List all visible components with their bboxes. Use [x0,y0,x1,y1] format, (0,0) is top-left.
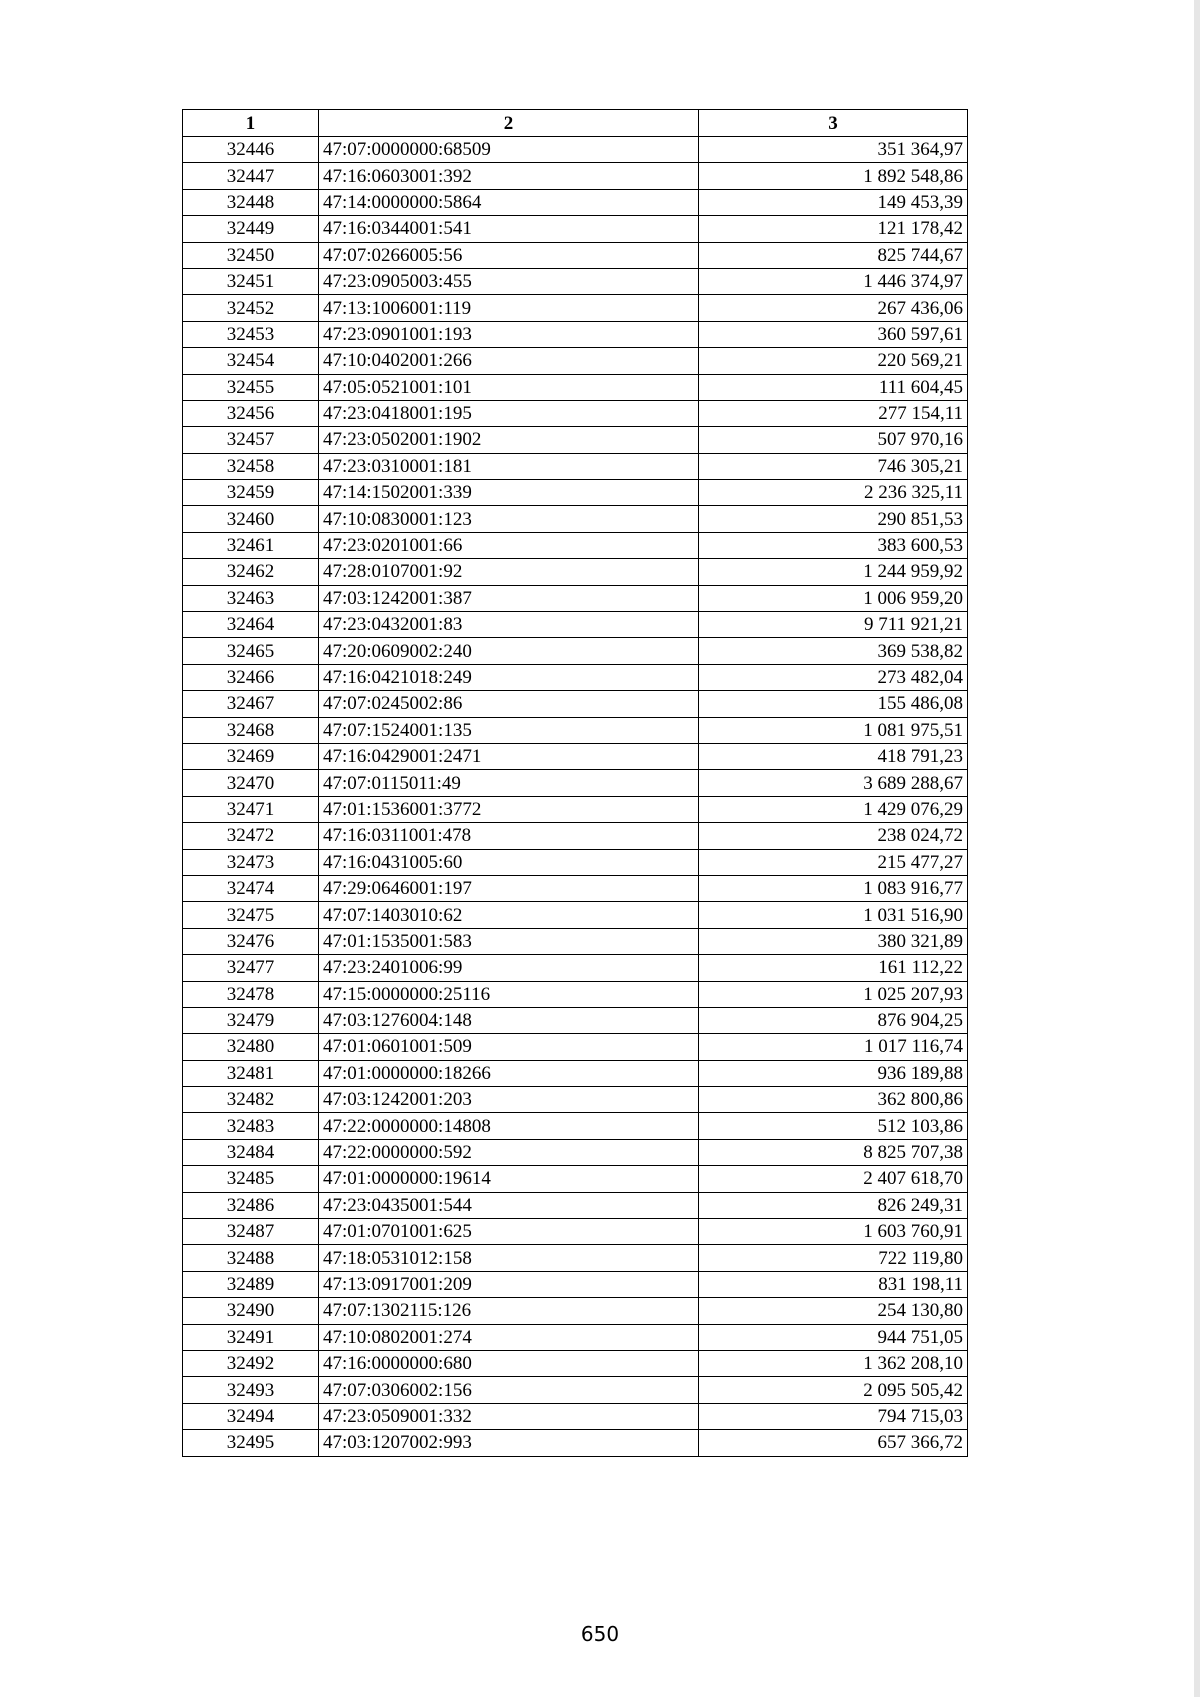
row-number-cell: 32458 [183,453,319,479]
table-row [183,427,968,453]
value-cell: 2 236 325,11 [699,480,968,506]
value-cell: 273 482,04 [699,664,968,690]
row-number-cell: 32465 [183,638,319,664]
cadastral-number-cell: 47:07:0306002:156 [319,1377,699,1403]
table-row [183,1113,968,1139]
table-row [183,638,968,664]
cadastral-number-cell: 47:10:0830001:123 [319,506,699,532]
table-row [183,585,968,611]
value-cell: 1 429 076,29 [699,796,968,822]
row-number-cell: 32456 [183,400,319,426]
value-cell: 155 486,08 [699,691,968,717]
value-cell: 2 095 505,42 [699,1377,968,1403]
row-number-cell: 32463 [183,585,319,611]
page-edge-strip [1194,0,1200,1697]
row-number-cell: 32488 [183,1245,319,1271]
table-row [183,1192,968,1218]
cadastral-number-cell: 47:22:0000000:592 [319,1139,699,1165]
table-row [183,902,968,928]
value-cell: 1 603 760,91 [699,1219,968,1245]
table-row [183,1271,968,1297]
cadastral-number-cell: 47:14:1502001:339 [319,480,699,506]
table-row [183,1219,968,1245]
cadastral-number-cell: 47:23:0418001:195 [319,400,699,426]
value-cell: 507 970,16 [699,427,968,453]
table-row [183,664,968,690]
cadastral-number-cell: 47:16:0421018:249 [319,664,699,690]
value-cell: 825 744,67 [699,242,968,268]
cadastral-number-cell: 47:20:0609002:240 [319,638,699,664]
value-cell: 277 154,11 [699,400,968,426]
row-number-cell: 32481 [183,1060,319,1086]
cadastral-number-cell: 47:07:0115011:49 [319,770,699,796]
row-number-cell: 32478 [183,981,319,1007]
row-number-cell: 32486 [183,1192,319,1218]
value-cell: 1 362 208,10 [699,1350,968,1376]
cadastral-number-cell: 47:16:0344001:541 [319,216,699,242]
row-number-cell: 32457 [183,427,319,453]
table-row [183,1324,968,1350]
value-cell: 1 017 116,74 [699,1034,968,1060]
row-number-cell: 32477 [183,955,319,981]
table-row [183,268,968,294]
value-cell: 831 198,11 [699,1271,968,1297]
value-cell: 936 189,88 [699,1060,968,1086]
table-row [183,480,968,506]
row-number-cell: 32451 [183,268,319,294]
table-row [183,348,968,374]
table-row [183,1139,968,1165]
value-cell: 8 825 707,38 [699,1139,968,1165]
value-cell: 512 103,86 [699,1113,968,1139]
table-row [183,1245,968,1271]
table-row [183,1350,968,1376]
row-number-cell: 32464 [183,612,319,638]
cadastral-number-cell: 47:13:1006001:119 [319,295,699,321]
table-row [183,559,968,585]
cadastral-number-cell: 47:23:0310001:181 [319,453,699,479]
value-cell: 220 569,21 [699,348,968,374]
table-row [183,1034,968,1060]
table-row [183,1298,968,1324]
cadastral-number-cell: 47:03:1242001:203 [319,1087,699,1113]
value-cell: 290 851,53 [699,506,968,532]
value-cell: 369 538,82 [699,638,968,664]
row-number-cell: 32455 [183,374,319,400]
row-number-cell: 32472 [183,823,319,849]
data-table [182,109,968,1457]
table-row [183,321,968,347]
table-row [183,928,968,954]
row-number-cell: 32483 [183,1113,319,1139]
cadastral-number-cell: 47:16:0311001:478 [319,823,699,849]
value-cell: 254 130,80 [699,1298,968,1324]
cadastral-number-cell: 47:15:0000000:25116 [319,981,699,1007]
cadastral-number-cell: 47:05:0521001:101 [319,374,699,400]
row-number-cell: 32494 [183,1403,319,1429]
row-number-cell: 32448 [183,189,319,215]
value-cell: 1 083 916,77 [699,875,968,901]
column-header-3: 3 [699,110,968,137]
table-row [183,955,968,981]
value-cell: 1 025 207,93 [699,981,968,1007]
page-number: 650 [580,1622,620,1646]
cadastral-number-cell: 47:23:0905003:455 [319,268,699,294]
row-number-cell: 32446 [183,137,319,163]
table-row [183,1166,968,1192]
cadastral-number-cell: 47:07:1524001:135 [319,717,699,743]
cadastral-number-cell: 47:29:0646001:197 [319,875,699,901]
value-cell: 111 604,45 [699,374,968,400]
table-row [183,189,968,215]
row-number-cell: 32459 [183,480,319,506]
row-number-cell: 32447 [183,163,319,189]
table-row [183,242,968,268]
row-number-cell: 32489 [183,1271,319,1297]
row-number-cell: 32453 [183,321,319,347]
cadastral-number-cell: 47:23:0201001:66 [319,532,699,558]
value-cell: 238 024,72 [699,823,968,849]
cadastral-number-cell: 47:01:1535001:583 [319,928,699,954]
cadastral-number-cell: 47:23:0901001:193 [319,321,699,347]
cadastral-number-cell: 47:03:1207002:993 [319,1430,699,1456]
table-row [183,981,968,1007]
row-number-cell: 32476 [183,928,319,954]
value-cell: 149 453,39 [699,189,968,215]
cadastral-number-cell: 47:16:0000000:680 [319,1350,699,1376]
cadastral-number-cell: 47:01:0701001:625 [319,1219,699,1245]
table-row [183,796,968,822]
cadastral-number-cell: 47:23:0509001:332 [319,1403,699,1429]
row-number-cell: 32467 [183,691,319,717]
row-number-cell: 32475 [183,902,319,928]
value-cell: 215 477,27 [699,849,968,875]
value-cell: 657 366,72 [699,1430,968,1456]
row-number-cell: 32480 [183,1034,319,1060]
row-number-cell: 32493 [183,1377,319,1403]
table-row [183,743,968,769]
table-body [183,137,968,1457]
value-cell: 1 892 548,86 [699,163,968,189]
cadastral-number-cell: 47:07:0266005:56 [319,242,699,268]
table-row [183,823,968,849]
table-row [183,849,968,875]
table-row [183,612,968,638]
value-cell: 1 446 374,97 [699,268,968,294]
row-number-cell: 32492 [183,1350,319,1376]
cadastral-number-cell: 47:03:1242001:387 [319,585,699,611]
value-cell: 1 031 516,90 [699,902,968,928]
row-number-cell: 32460 [183,506,319,532]
table-row [183,163,968,189]
cadastral-number-cell: 47:07:1302115:126 [319,1298,699,1324]
value-cell: 351 364,97 [699,137,968,163]
cadastral-number-cell: 47:07:0245002:86 [319,691,699,717]
value-cell: 1 244 959,92 [699,559,968,585]
cadastral-number-cell: 47:23:0432001:83 [319,612,699,638]
table-row [183,453,968,479]
table-row [183,1007,968,1033]
table-row [183,1430,968,1456]
value-cell: 267 436,06 [699,295,968,321]
cadastral-number-cell: 47:10:0402001:266 [319,348,699,374]
table-row [183,1377,968,1403]
cadastral-number-cell: 47:16:0431005:60 [319,849,699,875]
row-number-cell: 32487 [183,1219,319,1245]
row-number-cell: 32462 [183,559,319,585]
cadastral-number-cell: 47:01:0000000:18266 [319,1060,699,1086]
cadastral-number-cell: 47:16:0603001:392 [319,163,699,189]
row-number-cell: 32454 [183,348,319,374]
table-header-row [183,110,968,137]
table-row [183,532,968,558]
value-cell: 944 751,05 [699,1324,968,1350]
table-row [183,717,968,743]
table-row [183,400,968,426]
value-cell: 794 715,03 [699,1403,968,1429]
table-row [183,1403,968,1429]
cadastral-number-cell: 47:01:1536001:3772 [319,796,699,822]
row-number-cell: 32491 [183,1324,319,1350]
row-number-cell: 32450 [183,242,319,268]
value-cell: 418 791,23 [699,743,968,769]
value-cell: 362 800,86 [699,1087,968,1113]
value-cell: 9 711 921,21 [699,612,968,638]
table-row [183,875,968,901]
cadastral-number-cell: 47:18:0531012:158 [319,1245,699,1271]
table-row [183,1087,968,1113]
table-row [183,137,968,163]
column-header-2: 2 [319,110,699,137]
row-number-cell: 32449 [183,216,319,242]
cadastral-number-cell: 47:03:1276004:148 [319,1007,699,1033]
value-cell: 1 006 959,20 [699,585,968,611]
value-cell: 121 178,42 [699,216,968,242]
cadastral-number-cell: 47:07:0000000:68509 [319,137,699,163]
table-row [183,691,968,717]
value-cell: 360 597,61 [699,321,968,347]
value-cell: 1 081 975,51 [699,717,968,743]
table-row [183,374,968,400]
value-cell: 380 321,89 [699,928,968,954]
cadastral-number-cell: 47:01:0601001:509 [319,1034,699,1060]
cadastral-number-cell: 47:07:1403010:62 [319,902,699,928]
value-cell: 383 600,53 [699,532,968,558]
cadastral-number-cell: 47:28:0107001:92 [319,559,699,585]
row-number-cell: 32469 [183,743,319,769]
row-number-cell: 32452 [183,295,319,321]
row-number-cell: 32485 [183,1166,319,1192]
table-row [183,1060,968,1086]
column-header-1: 1 [183,110,319,137]
value-cell: 876 904,25 [699,1007,968,1033]
table-row [183,770,968,796]
cadastral-number-cell: 47:14:0000000:5864 [319,189,699,215]
value-cell: 2 407 618,70 [699,1166,968,1192]
table-row [183,295,968,321]
value-cell: 3 689 288,67 [699,770,968,796]
row-number-cell: 32466 [183,664,319,690]
cadastral-number-cell: 47:13:0917001:209 [319,1271,699,1297]
row-number-cell: 32461 [183,532,319,558]
row-number-cell: 32479 [183,1007,319,1033]
cadastral-number-cell: 47:22:0000000:14808 [319,1113,699,1139]
row-number-cell: 32474 [183,875,319,901]
row-number-cell: 32471 [183,796,319,822]
row-number-cell: 32470 [183,770,319,796]
cadastral-number-cell: 47:10:0802001:274 [319,1324,699,1350]
table-row [183,506,968,532]
row-number-cell: 32468 [183,717,319,743]
value-cell: 746 305,21 [699,453,968,479]
row-number-cell: 32495 [183,1430,319,1456]
row-number-cell: 32490 [183,1298,319,1324]
row-number-cell: 32482 [183,1087,319,1113]
cadastral-number-cell: 47:23:0435001:544 [319,1192,699,1218]
table-row [183,216,968,242]
cadastral-number-cell: 47:16:0429001:2471 [319,743,699,769]
row-number-cell: 32484 [183,1139,319,1165]
value-cell: 826 249,31 [699,1192,968,1218]
cadastral-number-cell: 47:23:2401006:99 [319,955,699,981]
cadastral-number-cell: 47:23:0502001:1902 [319,427,699,453]
row-number-cell: 32473 [183,849,319,875]
cadastral-number-cell: 47:01:0000000:19614 [319,1166,699,1192]
value-cell: 722 119,80 [699,1245,968,1271]
value-cell: 161 112,22 [699,955,968,981]
